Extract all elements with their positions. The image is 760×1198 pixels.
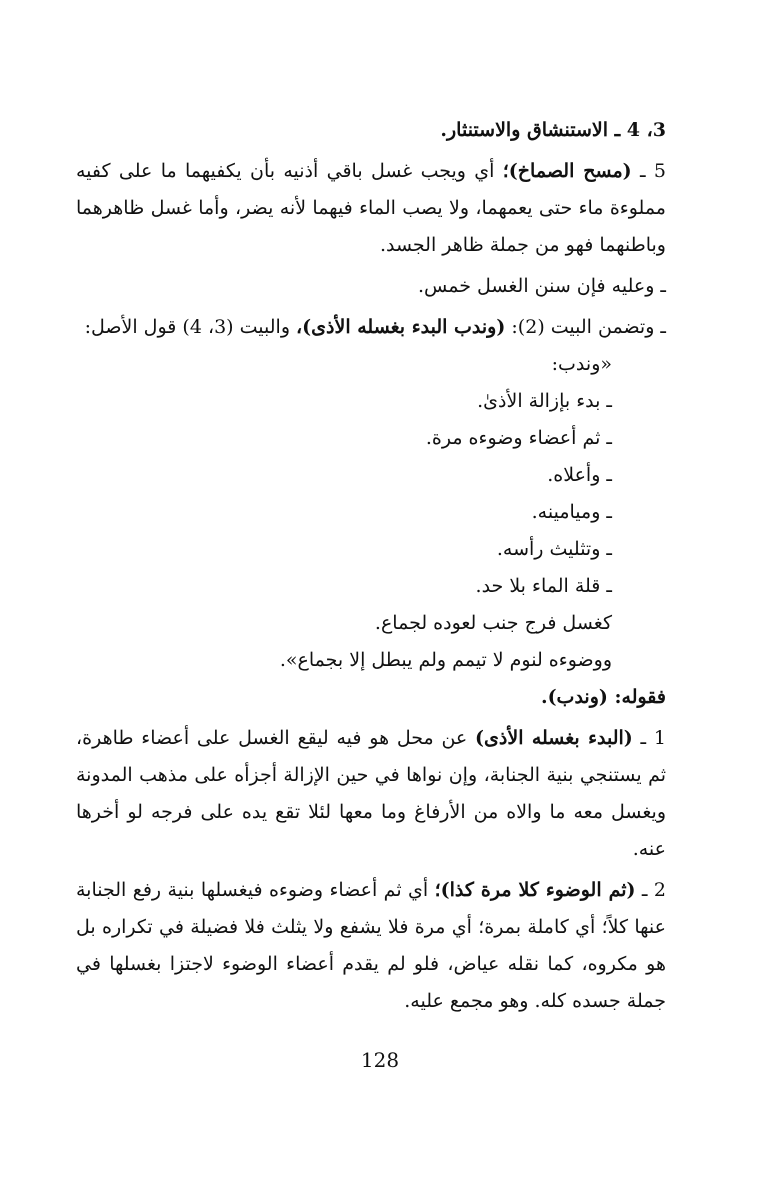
quote-line: ـ وتثليث رأسه. <box>496 538 612 560</box>
quote-line: ـ ثم أعضاء وضوءه مرة. <box>425 427 612 449</box>
paragraph-1 <box>76 720 666 868</box>
verse-intro-a: ـ وتضمن البيت (2): <box>505 316 666 338</box>
quote-line: ـ قلة الماء بلا حد. <box>475 575 612 597</box>
qawluhu-label: فقوله: <box>614 686 666 708</box>
paragraph-1-term: (البدء بغسله الأذى) <box>475 727 633 749</box>
item-5-term: (مسح الصماخ)؛ <box>502 160 632 182</box>
item-3-4: 3، 4 ـ الاستنشاق والاستنثار. <box>440 119 666 141</box>
body-text <box>76 112 666 1020</box>
item-5-text: أي ويجب غسل باقي أذنيه بأن يكفيهما ما على كفيه مملوءة ماء حتى يعمهما، ولا يصب الماء فيهما لأنه يضر، وأما غسل ظاهرهما وباطنهما فهو من جملة ظاهر الجسد. <box>76 160 666 256</box>
quote-verse-2: ووضوءه لنوم لا تيمم ولم يبطل إلا بجماع». <box>279 649 612 671</box>
sunan-line: ـ وعليه فإن سنن الغسل خمس. <box>418 275 666 297</box>
quote-line: ـ بدء بإزالة الأذىٰ. <box>477 390 612 412</box>
item-5 <box>76 153 666 264</box>
page-number: 128 <box>360 1048 400 1072</box>
qawluhu-line <box>76 679 666 716</box>
paragraph-2-text: أي ثم أعضاء وضوءه فيغسلها بنية رفع الجنابة عنها كلاً؛ أي كاملة بمرة؛ أي مرة فلا يشفع ولا يثلث فلا فضيلة في تكراره بل هو مكروه، كما نقله عياض، فلو لم يقدم أعضاء الوضوء لاجتزا بغسلها في جملة جسده كله. وهو مجمع عليه. <box>76 879 666 1012</box>
paragraph-2 <box>76 872 666 1020</box>
quote-line: ـ وأعلاه. <box>547 464 612 486</box>
item-5-number: 5 ـ <box>631 160 666 182</box>
paragraph-2-term: (ثم الوضوء كلا مرة كذا)؛ <box>434 879 636 901</box>
quote-verse-1: كغسل فرج جنب لعوده لجماع. <box>374 612 612 634</box>
quote-line: ـ وميامينه. <box>531 501 612 523</box>
quote-open: «وندب: <box>551 353 612 375</box>
quote-block <box>76 346 666 679</box>
paragraph-2-number: 2 ـ <box>635 879 666 901</box>
verse-intro <box>76 309 666 346</box>
verse-intro-b: والبيت (3، 4) قول الأصل: <box>84 316 297 338</box>
qawluhu-term: (وندب). <box>540 686 615 708</box>
verse-intro-term: (وندب البدء بغسله الأذى)، <box>296 316 506 338</box>
paragraph-1-number: 1 ـ <box>632 727 666 749</box>
paragraph-1-text: عن محل هو فيه ليقع الغسل على أعضاء طاهرة، ثم يستنجي بنية الجنابة، وإن نواها في حين الإزالة أجزأه على مذهب المدونة ويغسل معه ما والاه من الأرفاغ وما معها لئلا تقع يده على فرجه لو أخرها عنه. <box>76 727 666 860</box>
